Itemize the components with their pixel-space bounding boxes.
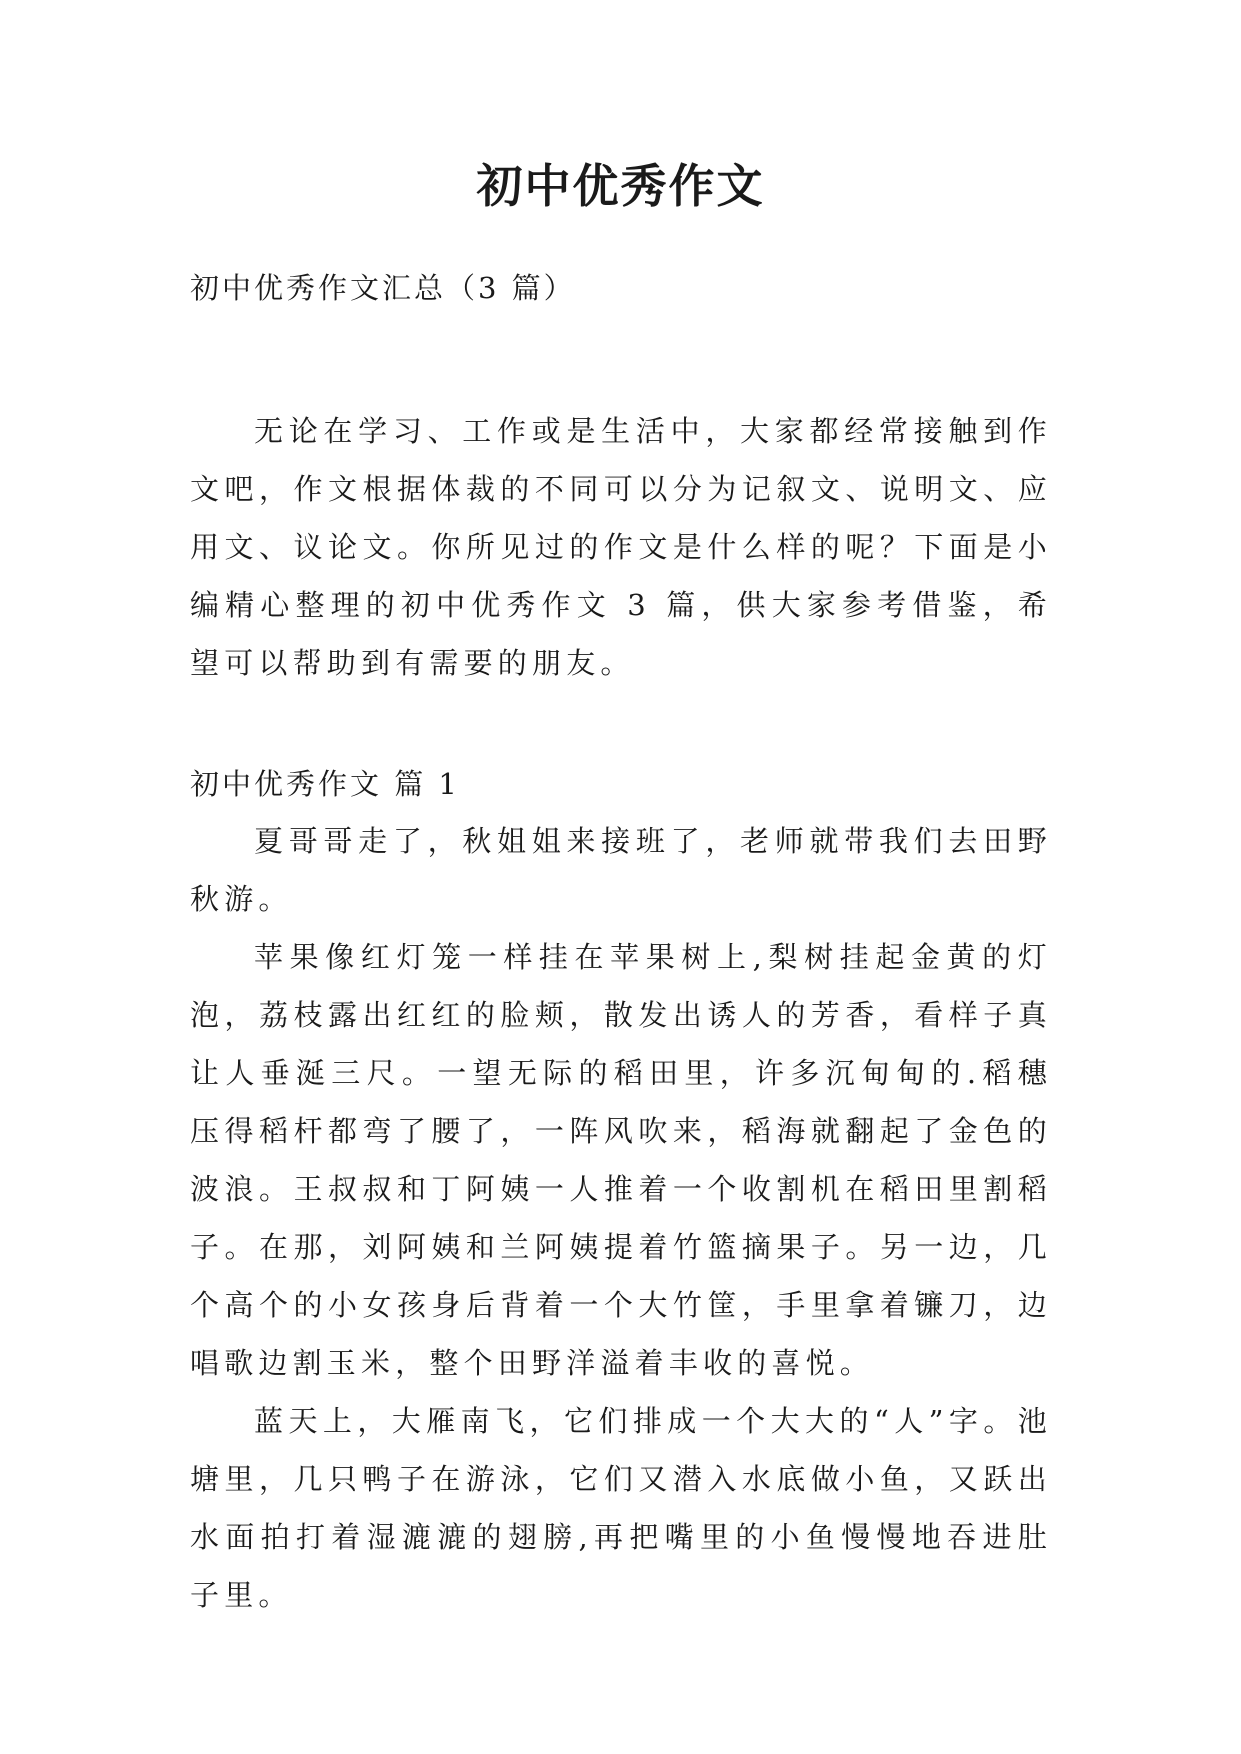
document-title: 初中优秀作文 — [476, 159, 765, 213]
essay-body — [190, 812, 1052, 1624]
document-subtitle: 初中优秀作文汇总（3 篇） — [190, 271, 576, 305]
intro-block — [190, 402, 1052, 692]
intro-paragraph: 无论在学习、工作或是生活中，大家都经常接触到作文吧，作文根据体裁的不同可以分为记叙文、说明文、应用文、议论文。你所见过的作文是什么样的呢？下面是小编精心整理的初中优秀作文 3 篇，供大家参考借鉴，希望可以帮助到有需要的朋友。 — [190, 414, 1052, 680]
essay-paragraph-1: 夏哥哥走了，秋姐姐来接班了，老师就带我们去田野秋游。 — [190, 824, 1052, 916]
essay-paragraph-2: 苹果像红灯笼一样挂在苹果树上,梨树挂起金黄的灯泡，荔枝露出红红的脸颊，散发出诱人的芳香，看样子真让人垂涎三尺。一望无际的稻田里，许多沉甸甸的.稻穗压得稻杆都弯了腰了，一阵风吹来，稻海就翻起了金色的波浪。王叔叔和丁阿姨一人推着一个收割机在稻田里割稻子。在那，刘阿姨和兰阿姨提着竹篮摘果子。另一边，几个高个的小女孩身后背着一个大竹筐，手里拿着镰刀，边唱歌边割玉米，整个田野洋溢着丰收的喜悦。 — [190, 940, 1052, 1380]
section-heading: 初中优秀作文 篇 1 — [190, 767, 460, 801]
essay-paragraph-3: 蓝天上，大雁南飞，它们排成一个大大的“人”字。池塘里，几只鸭子在游泳，它们又潜入水底做小鱼，又跃出水面拍打着湿漉漉的翅膀,再把嘴里的小鱼慢慢地吞进肚子里。 — [190, 1404, 1052, 1612]
